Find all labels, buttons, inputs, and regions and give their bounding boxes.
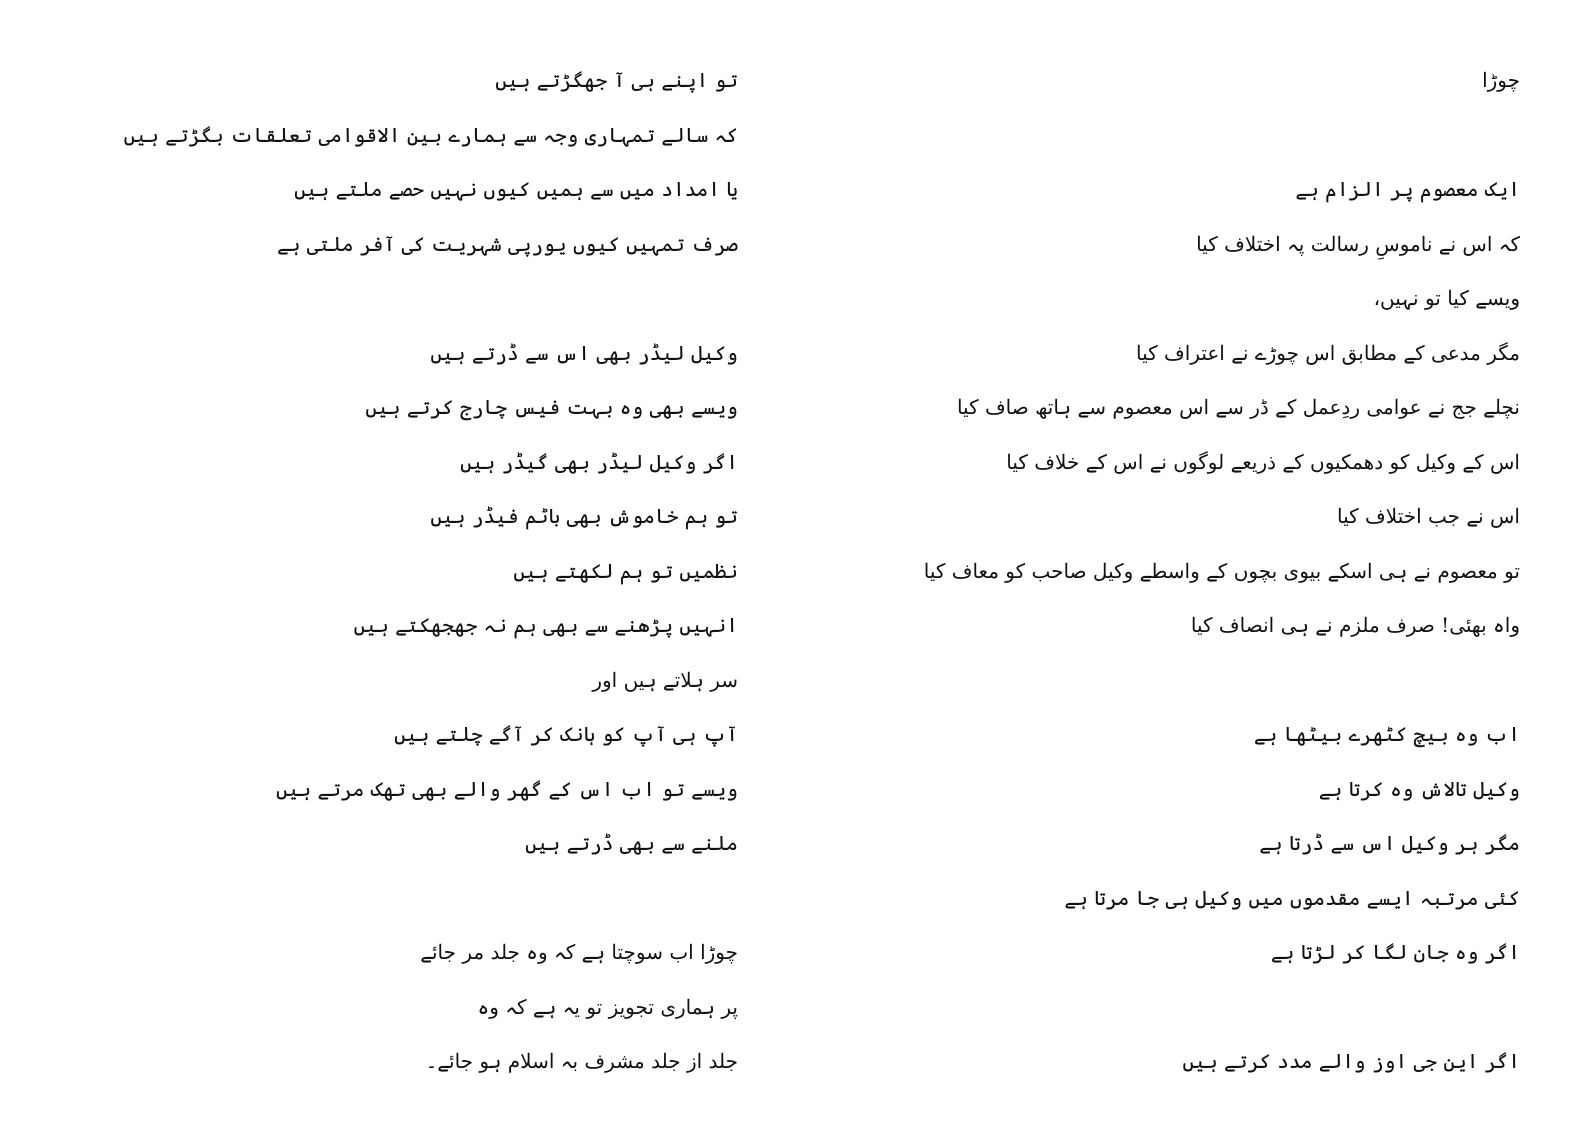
- poem-line: ویسے بھی وہ بہت فیس چارج کرتے ہیں: [365, 395, 738, 419]
- stanza-gap: [960, 985, 1520, 1040]
- poem-line: نچلے جج نے عوامی ردِعمل کے ڈر سے اس معصوم سے ہاتھ صاف کیا: [956, 395, 1520, 419]
- poem-title: چوڑا: [1482, 68, 1520, 92]
- poem-line: واہ بھئی! صرف ملزم نے ہی انصاف کیا: [1190, 613, 1520, 637]
- poem-line: سر ہلاتے ہیں اور: [592, 667, 738, 692]
- poem-line: صرف تمہیں کیوں یورپی شہریت کی آفر ملتی ہے: [276, 231, 738, 256]
- poem-line: ویسے کیا تو نہیں،: [1373, 286, 1520, 310]
- poem-line: نظمیں تو ہم لکھتے ہیں: [513, 558, 738, 583]
- stanza-gap: [178, 276, 738, 331]
- poem-column-left: [123, 58, 738, 1094]
- poem-line: انہیں پڑھنے سے بھی ہم نہ جھجھکتے ہیں: [353, 613, 738, 637]
- poem-line: مگر ہر وکیل اس سے ڈرتا ہے: [1259, 831, 1520, 855]
- poem-line: مگر مدعی کے مطابق اس چوڑے نے اعتراف کیا: [1136, 340, 1520, 365]
- poem-line: اگر وکیل لیڈر بھی گیڈر ہیں: [460, 449, 738, 474]
- poem-line: تو اپنے ہی آ جھگڑتے ہیں: [495, 68, 738, 92]
- stanza-gap: [960, 113, 1520, 168]
- poem-line: وکیل لیڈر بھی اس سے ڈرتے ہیں: [430, 340, 738, 365]
- poem-column-right: [923, 58, 1520, 1094]
- poem-line: ملنے سے بھی ڈرتے ہیں: [525, 831, 738, 855]
- poem-line: ایک معصوم پر الزام ہے: [1295, 177, 1520, 201]
- poem-line: تو معصوم نے ہی اسکے بیوی بچوں کے واسطے وکیل صاحب کو معاف کیا: [923, 558, 1520, 583]
- poem-line: جلد از جلد مشرف بہ اسلام ہو جائے۔: [425, 1049, 738, 1073]
- poem-line: اس کے وکیل کو دھمکیوں کے ذریعے لوگوں نے اس کے خلاف کیا: [1006, 449, 1520, 474]
- poem-line: وکیل تالاش وہ کرتا ہے: [1318, 776, 1520, 801]
- poem-line: اگر این جی اوز والے مدد کرتے ہیں: [1182, 1049, 1520, 1073]
- poem-line: کئی مرتبہ ایسے مقدموں میں وکیل ہی جا مرتا ہے: [1064, 885, 1520, 910]
- poem-line: اس نے جب اختلاف کیا: [1337, 504, 1520, 528]
- poem-line: اگر وہ جان لگا کر لڑتا ہے: [1270, 940, 1520, 964]
- poem-line: اب وہ بیچ کٹھرے بیٹھا ہے: [1253, 722, 1520, 746]
- poem-line: یا امداد میں سے ہمیں کیوں نہیں حصے ملتے ہیں: [294, 177, 738, 201]
- poem-line: آپ ہی آپ کو ہانک کر آگے چلتے ہیں: [394, 722, 738, 746]
- poem-line: تو ہم خاموش بھی باٹم فیڈر ہیں: [430, 504, 738, 528]
- poem-line: کہ سالے تمہاری وجہ سے ہمارے بین الاقوامی تعلقات بگڑتے ہیں: [123, 122, 738, 147]
- poem-line: پر ہماری تجویز تو یہ ہے کہ وہ: [477, 994, 738, 1019]
- poem-line: ویسے تو اب اس کے گھر والے بھی تھک مرتے ہیں: [275, 776, 738, 801]
- stanza-gap: [960, 658, 1520, 713]
- poem-line: کہ اس نے ناموسِ رسالت پہ اختلاف کیا: [1196, 231, 1520, 256]
- stanza-gap: [178, 876, 738, 931]
- poem-line: چوڑا اب سوچتا ہے کہ وہ جلد مر جائے: [420, 940, 738, 964]
